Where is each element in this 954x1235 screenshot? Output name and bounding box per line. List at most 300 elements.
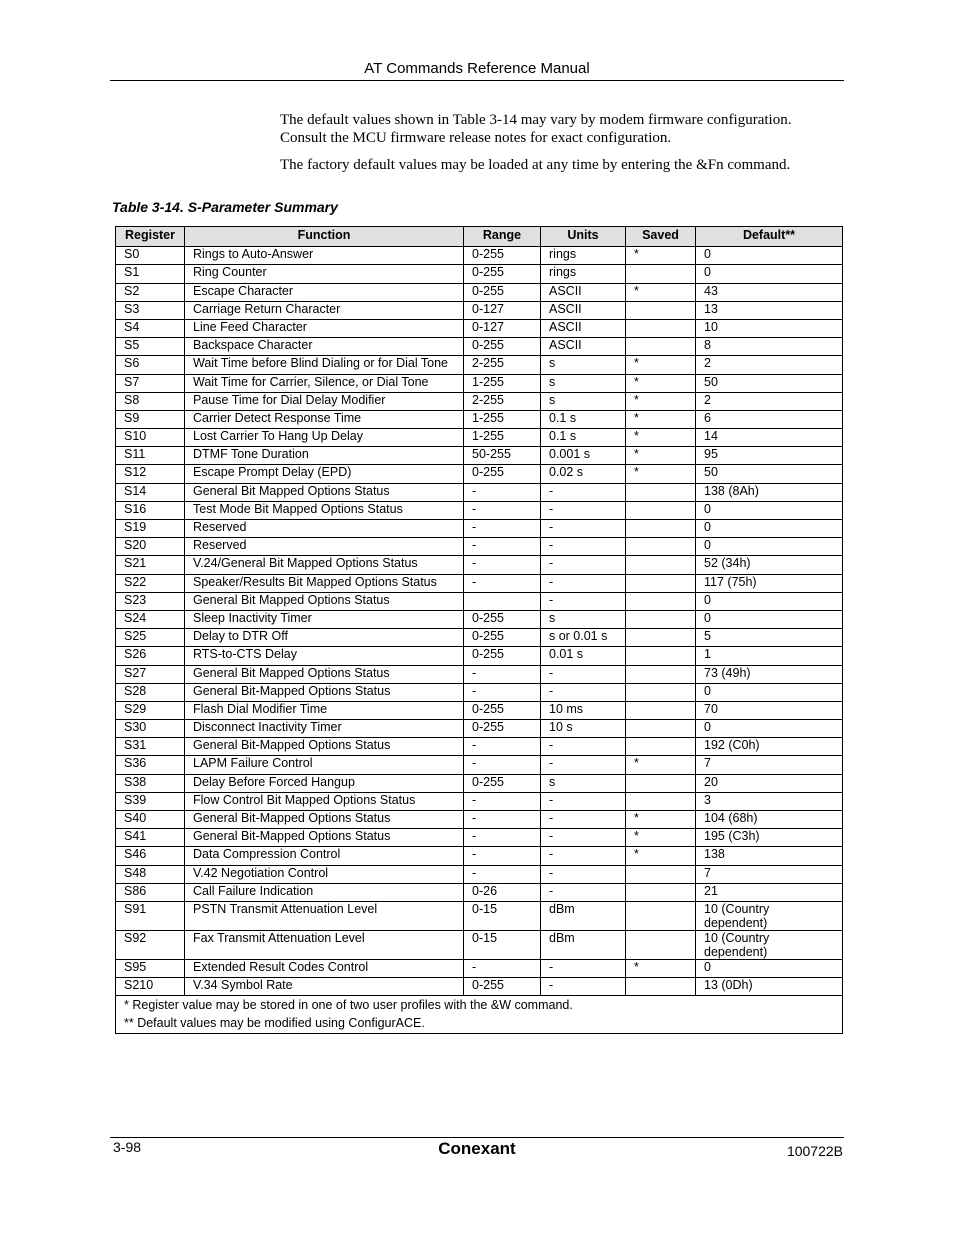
range-cell: 0-255 <box>464 283 541 301</box>
units-cell: rings <box>541 265 626 283</box>
saved-cell: * <box>626 374 696 392</box>
company-name: Conexant <box>438 1139 516 1158</box>
units-cell: - <box>541 811 626 829</box>
units-cell: 0.01 s <box>541 647 626 665</box>
saved-cell <box>626 265 696 283</box>
intro-paragraph-2: The factory default values may be loaded at any time by entering the &Fn command. <box>280 157 791 173</box>
units-cell: - <box>541 665 626 683</box>
function-cell: Line Feed Character <box>185 319 464 337</box>
register-cell: S41 <box>116 829 185 847</box>
saved-cell <box>626 883 696 901</box>
saved-cell <box>626 901 696 930</box>
range-cell: 0-127 <box>464 319 541 337</box>
saved-cell <box>626 930 696 959</box>
column-header-default: Default** <box>696 227 843 247</box>
units-cell: 10 ms <box>541 701 626 719</box>
default-cell: 0 <box>696 538 843 556</box>
table-row <box>116 247 843 265</box>
function-cell: Lost Carrier To Hang Up Delay <box>185 429 464 447</box>
default-cell: 104 (68h) <box>696 811 843 829</box>
range-cell: - <box>464 483 541 501</box>
function-cell: Data Compression Control <box>185 847 464 865</box>
table-row <box>116 429 843 447</box>
default-cell: 117 (75h) <box>696 574 843 592</box>
register-cell: S16 <box>116 501 185 519</box>
function-cell: LAPM Failure Control <box>185 756 464 774</box>
units-cell: - <box>541 683 626 701</box>
units-cell: dBm <box>541 930 626 959</box>
saved-cell: * <box>626 410 696 428</box>
default-cell: 0 <box>696 959 843 977</box>
register-cell: S38 <box>116 774 185 792</box>
register-cell: S20 <box>116 538 185 556</box>
table-row <box>116 301 843 319</box>
column-header-units: Units <box>541 227 626 247</box>
saved-cell <box>626 520 696 538</box>
default-cell: 20 <box>696 774 843 792</box>
units-cell: ASCII <box>541 319 626 337</box>
default-cell: 6 <box>696 410 843 428</box>
function-cell: V.34 Symbol Rate <box>185 978 464 996</box>
saved-cell <box>626 738 696 756</box>
units-cell: - <box>541 847 626 865</box>
range-cell: 0-255 <box>464 720 541 738</box>
register-cell: S12 <box>116 465 185 483</box>
running-header-title: AT Commands Reference Manual <box>364 60 590 77</box>
table-row <box>116 738 843 756</box>
function-cell: Flow Control Bit Mapped Options Status <box>185 792 464 810</box>
table-row <box>116 865 843 883</box>
saved-cell <box>626 574 696 592</box>
table-row <box>116 774 843 792</box>
saved-cell: * <box>626 429 696 447</box>
column-header-saved: Saved <box>626 227 696 247</box>
saved-cell: * <box>626 847 696 865</box>
register-cell: S210 <box>116 978 185 996</box>
saved-cell: * <box>626 392 696 410</box>
function-cell: General Bit Mapped Options Status <box>185 592 464 610</box>
range-cell: - <box>464 501 541 519</box>
table-row <box>116 483 843 501</box>
default-cell: 21 <box>696 883 843 901</box>
register-cell: S19 <box>116 520 185 538</box>
saved-cell: * <box>626 829 696 847</box>
table-row <box>116 883 843 901</box>
units-cell: dBm <box>541 901 626 930</box>
saved-cell: * <box>626 465 696 483</box>
range-cell: 0-255 <box>464 701 541 719</box>
default-cell: 0 <box>696 683 843 701</box>
units-cell: 0.02 s <box>541 465 626 483</box>
register-cell: S25 <box>116 629 185 647</box>
saved-cell <box>626 629 696 647</box>
range-cell: - <box>464 847 541 865</box>
units-cell: - <box>541 483 626 501</box>
default-cell: 50 <box>696 374 843 392</box>
table-row <box>116 574 843 592</box>
default-cell: 5 <box>696 629 843 647</box>
register-cell: S28 <box>116 683 185 701</box>
table-caption: Table 3-14. S-Parameter Summary <box>112 199 338 215</box>
saved-cell <box>626 865 696 883</box>
saved-cell <box>626 665 696 683</box>
range-cell: - <box>464 959 541 977</box>
function-cell: General Bit-Mapped Options Status <box>185 829 464 847</box>
column-header-register: Register <box>116 227 185 247</box>
register-cell: S22 <box>116 574 185 592</box>
register-cell: S5 <box>116 338 185 356</box>
table-row <box>116 610 843 628</box>
register-cell: S40 <box>116 811 185 829</box>
function-cell: Flash Dial Modifier Time <box>185 701 464 719</box>
function-cell: Delay Before Forced Hangup <box>185 774 464 792</box>
units-cell: - <box>541 792 626 810</box>
default-cell: 7 <box>696 756 843 774</box>
units-cell: ASCII <box>541 338 626 356</box>
table-row <box>116 319 843 337</box>
register-cell: S39 <box>116 792 185 810</box>
function-cell: Carriage Return Character <box>185 301 464 319</box>
units-cell: - <box>541 538 626 556</box>
register-cell: S7 <box>116 374 185 392</box>
table-row <box>116 392 843 410</box>
register-cell: S4 <box>116 319 185 337</box>
default-cell: 70 <box>696 701 843 719</box>
table-row <box>116 592 843 610</box>
register-cell: S30 <box>116 720 185 738</box>
function-cell: Escape Prompt Delay (EPD) <box>185 465 464 483</box>
register-cell: S23 <box>116 592 185 610</box>
default-cell: 0 <box>696 592 843 610</box>
function-cell: V.24/General Bit Mapped Options Status <box>185 556 464 574</box>
range-cell: 2-255 <box>464 356 541 374</box>
table-note-default: ** Default values may be modified using ConfigurACE. <box>124 1016 425 1031</box>
page-number: 3-98 <box>113 1139 142 1155</box>
default-cell: 0 <box>696 610 843 628</box>
document-number: 100722B <box>786 1143 843 1159</box>
table-row <box>116 756 843 774</box>
range-cell: - <box>464 520 541 538</box>
function-cell: Rings to Auto-Answer <box>185 247 464 265</box>
range-cell: 0-255 <box>464 978 541 996</box>
range-cell: - <box>464 556 541 574</box>
units-cell: ASCII <box>541 283 626 301</box>
range-cell: 0-255 <box>464 465 541 483</box>
default-cell: 13 (0Dh) <box>696 978 843 996</box>
units-cell: s <box>541 610 626 628</box>
table-notes <box>116 996 843 1034</box>
default-cell: 3 <box>696 792 843 810</box>
function-cell: Speaker/Results Bit Mapped Options Status <box>185 574 464 592</box>
table-row <box>116 538 843 556</box>
units-cell: rings <box>541 247 626 265</box>
units-cell: - <box>541 574 626 592</box>
function-cell: Reserved <box>185 538 464 556</box>
register-cell: S2 <box>116 283 185 301</box>
saved-cell <box>626 720 696 738</box>
range-cell: 0-255 <box>464 774 541 792</box>
table-row <box>116 811 843 829</box>
range-cell: - <box>464 683 541 701</box>
units-cell: s or 0.01 s <box>541 629 626 647</box>
function-cell: Sleep Inactivity Timer <box>185 610 464 628</box>
function-cell: Test Mode Bit Mapped Options Status <box>185 501 464 519</box>
function-cell: RTS-to-CTS Delay <box>185 647 464 665</box>
saved-cell: * <box>626 447 696 465</box>
units-cell: s <box>541 774 626 792</box>
register-cell: S86 <box>116 883 185 901</box>
function-cell: Disconnect Inactivity Timer <box>185 720 464 738</box>
table-row <box>116 978 843 996</box>
units-cell: - <box>541 959 626 977</box>
default-cell: 0 <box>696 265 843 283</box>
function-cell: Call Failure Indication <box>185 883 464 901</box>
table-row <box>116 959 843 977</box>
function-cell: Backspace Character <box>185 338 464 356</box>
saved-cell <box>626 319 696 337</box>
units-cell: s <box>541 374 626 392</box>
range-cell: 1-255 <box>464 374 541 392</box>
range-cell: - <box>464 829 541 847</box>
units-cell: - <box>541 883 626 901</box>
saved-cell: * <box>626 283 696 301</box>
saved-cell: * <box>626 356 696 374</box>
saved-cell <box>626 610 696 628</box>
units-cell: 10 s <box>541 720 626 738</box>
range-cell: 1-255 <box>464 429 541 447</box>
default-cell: 52 (34h) <box>696 556 843 574</box>
table-row <box>116 665 843 683</box>
range-cell: 1-255 <box>464 410 541 428</box>
register-cell: S14 <box>116 483 185 501</box>
default-cell: 1 <box>696 647 843 665</box>
table-row <box>116 338 843 356</box>
default-cell: 138 <box>696 847 843 865</box>
register-cell: S92 <box>116 930 185 959</box>
header-rule <box>110 80 844 81</box>
column-header-function: Function <box>185 227 464 247</box>
function-cell: Fax Transmit Attenuation Level <box>185 930 464 959</box>
range-cell: 0-255 <box>464 338 541 356</box>
function-cell: General Bit-Mapped Options Status <box>185 683 464 701</box>
table-row <box>116 356 843 374</box>
register-cell: S9 <box>116 410 185 428</box>
range-cell: - <box>464 756 541 774</box>
saved-cell: * <box>626 247 696 265</box>
register-cell: S21 <box>116 556 185 574</box>
function-cell: Wait Time for Carrier, Silence, or Dial Tone <box>185 374 464 392</box>
saved-cell <box>626 501 696 519</box>
register-cell: S8 <box>116 392 185 410</box>
table-row <box>116 465 843 483</box>
saved-cell <box>626 792 696 810</box>
function-cell: Reserved <box>185 520 464 538</box>
function-cell: Carrier Detect Response Time <box>185 410 464 428</box>
range-cell: - <box>464 792 541 810</box>
default-cell: 0 <box>696 720 843 738</box>
range-cell: 0-127 <box>464 301 541 319</box>
default-cell: 73 (49h) <box>696 665 843 683</box>
register-cell: S24 <box>116 610 185 628</box>
default-cell: 2 <box>696 356 843 374</box>
saved-cell <box>626 978 696 996</box>
range-cell: 0-255 <box>464 629 541 647</box>
units-cell: - <box>541 978 626 996</box>
units-cell: - <box>541 592 626 610</box>
range-cell: 0-15 <box>464 901 541 930</box>
range-cell: - <box>464 738 541 756</box>
register-cell: S26 <box>116 647 185 665</box>
table-note-saved: * Register value may be stored in one of two user profiles with the &W command. <box>124 998 573 1013</box>
intro-paragraph-1: The default values shown in Table 3-14 may vary by modem firmware configuration. Consult the MCU firmware release notes for exact configuration. <box>280 112 792 146</box>
range-cell: 0-26 <box>464 883 541 901</box>
register-cell: S27 <box>116 665 185 683</box>
table-row <box>116 647 843 665</box>
units-cell: 0.1 s <box>541 410 626 428</box>
default-cell: 10 (Country dependent) <box>696 901 843 930</box>
range-cell: 0-15 <box>464 930 541 959</box>
range-cell: 2-255 <box>464 392 541 410</box>
default-cell: 0 <box>696 501 843 519</box>
default-cell: 43 <box>696 283 843 301</box>
units-cell: - <box>541 501 626 519</box>
table-row <box>116 720 843 738</box>
register-cell: S0 <box>116 247 185 265</box>
units-cell: 0.1 s <box>541 429 626 447</box>
function-cell: DTMF Tone Duration <box>185 447 464 465</box>
range-cell: - <box>464 538 541 556</box>
saved-cell <box>626 338 696 356</box>
table-row <box>116 701 843 719</box>
saved-cell <box>626 301 696 319</box>
saved-cell <box>626 538 696 556</box>
function-cell: Escape Character <box>185 283 464 301</box>
saved-cell <box>626 774 696 792</box>
register-cell: S29 <box>116 701 185 719</box>
function-cell: Wait Time before Blind Dialing or for Dial Tone <box>185 356 464 374</box>
range-cell: 0-255 <box>464 247 541 265</box>
default-cell: 95 <box>696 447 843 465</box>
range-cell: 0-255 <box>464 610 541 628</box>
table-row <box>116 629 843 647</box>
column-header-range: Range <box>464 227 541 247</box>
function-cell: General Bit Mapped Options Status <box>185 483 464 501</box>
default-cell: 13 <box>696 301 843 319</box>
saved-cell: * <box>626 811 696 829</box>
table-row <box>116 792 843 810</box>
range-cell: - <box>464 665 541 683</box>
function-cell: V.42 Negotiation Control <box>185 865 464 883</box>
default-cell: 50 <box>696 465 843 483</box>
register-cell: S91 <box>116 901 185 930</box>
range-cell: 0-255 <box>464 265 541 283</box>
saved-cell <box>626 647 696 665</box>
function-cell: Ring Counter <box>185 265 464 283</box>
table-row <box>116 410 843 428</box>
range-cell <box>464 592 541 610</box>
register-cell: S31 <box>116 738 185 756</box>
range-cell: 50-255 <box>464 447 541 465</box>
function-cell: Delay to DTR Off <box>185 629 464 647</box>
table-row <box>116 829 843 847</box>
table-row <box>116 901 843 930</box>
register-cell: S10 <box>116 429 185 447</box>
units-cell: - <box>541 556 626 574</box>
table-body <box>116 247 843 996</box>
units-cell: - <box>541 865 626 883</box>
s-parameter-table <box>115 226 843 1034</box>
register-cell: S46 <box>116 847 185 865</box>
register-cell: S1 <box>116 265 185 283</box>
units-cell: s <box>541 356 626 374</box>
units-cell: - <box>541 829 626 847</box>
register-cell: S95 <box>116 959 185 977</box>
table-row <box>116 374 843 392</box>
range-cell: 0-255 <box>464 647 541 665</box>
table-row <box>116 520 843 538</box>
saved-cell <box>626 483 696 501</box>
range-cell: - <box>464 574 541 592</box>
units-cell: s <box>541 392 626 410</box>
default-cell: 2 <box>696 392 843 410</box>
default-cell: 8 <box>696 338 843 356</box>
units-cell: 0.001 s <box>541 447 626 465</box>
register-cell: S48 <box>116 865 185 883</box>
function-cell: Extended Result Codes Control <box>185 959 464 977</box>
saved-cell <box>626 592 696 610</box>
function-cell: Pause Time for Dial Delay Modifier <box>185 392 464 410</box>
default-cell: 7 <box>696 865 843 883</box>
table-row <box>116 265 843 283</box>
default-cell: 10 (Country dependent) <box>696 930 843 959</box>
saved-cell: * <box>626 756 696 774</box>
units-cell: - <box>541 738 626 756</box>
default-cell: 138 (8Ah) <box>696 483 843 501</box>
table-row <box>116 683 843 701</box>
range-cell: - <box>464 865 541 883</box>
function-cell: PSTN Transmit Attenuation Level <box>185 901 464 930</box>
table-row <box>116 847 843 865</box>
table-row <box>116 283 843 301</box>
units-cell: ASCII <box>541 301 626 319</box>
intro-text <box>280 111 840 183</box>
default-cell: 0 <box>696 247 843 265</box>
default-cell: 10 <box>696 319 843 337</box>
saved-cell <box>626 701 696 719</box>
table-row <box>116 930 843 959</box>
saved-cell <box>626 556 696 574</box>
table-row <box>116 447 843 465</box>
default-cell: 192 (C0h) <box>696 738 843 756</box>
table-row <box>116 501 843 519</box>
function-cell: General Bit-Mapped Options Status <box>185 811 464 829</box>
default-cell: 0 <box>696 520 843 538</box>
register-cell: S36 <box>116 756 185 774</box>
footer-rule <box>110 1137 844 1138</box>
register-cell: S6 <box>116 356 185 374</box>
range-cell: - <box>464 811 541 829</box>
table-notes-row <box>116 996 843 1034</box>
default-cell: 14 <box>696 429 843 447</box>
units-cell: - <box>541 756 626 774</box>
saved-cell <box>626 683 696 701</box>
function-cell: General Bit-Mapped Options Status <box>185 738 464 756</box>
register-cell: S11 <box>116 447 185 465</box>
default-cell: 195 (C3h) <box>696 829 843 847</box>
function-cell: General Bit Mapped Options Status <box>185 665 464 683</box>
units-cell: - <box>541 520 626 538</box>
table-row <box>116 556 843 574</box>
